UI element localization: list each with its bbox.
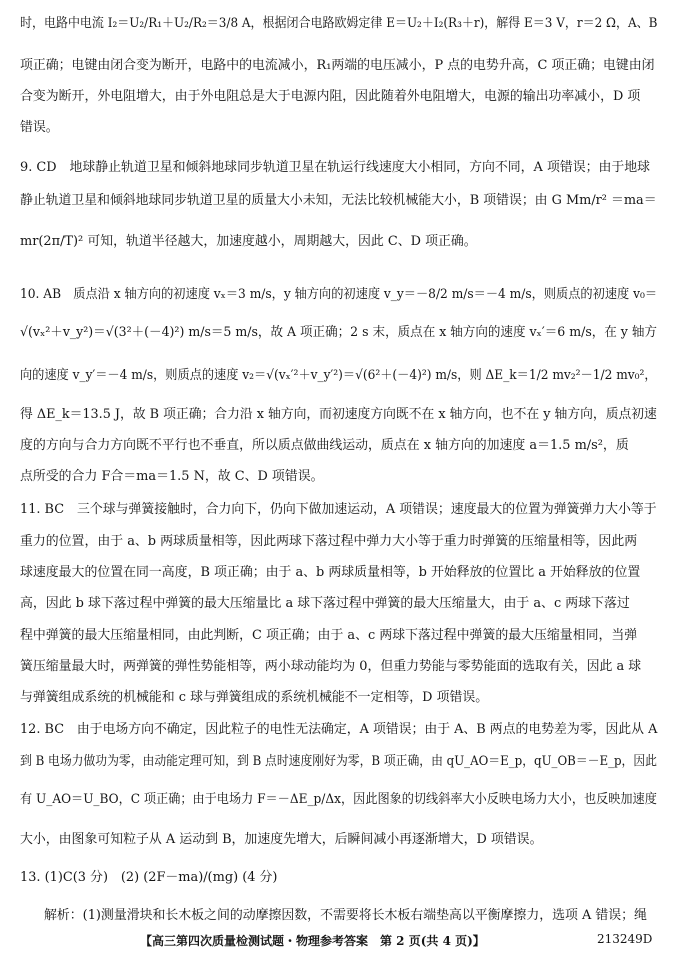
text-line: 重力的位置，由于 a、b 两球质量相等，因此两球下落过程中弹力大小等于重力时弹簧的压缩量相等，因此两 bbox=[20, 534, 638, 549]
text-line: mr(2π/T)² 可知，轨道半径越大，加速度越小，周期越大，因此 C、D 项正确。 bbox=[20, 234, 477, 249]
text-line: 有 U_AO＝U_BO，C 项正确；由于电场力 F＝－ΔE_p/Δx，因此图象的切线斜率大小反映电场力大小，也反映加速度 bbox=[20, 792, 657, 807]
text-line: 向的速度 v_y′＝－4 m/s，则质点的速度 v₂＝√(vₓ′²＋v_y′²)＝√(6²＋(－4)²) m/s，则 ΔE_k＝1/2 mv₂²－1/2 mv₀²， bbox=[20, 368, 657, 383]
text-line: 点所受的合力 F合＝ma＝1.5 N，故 C、D 项错误。 bbox=[20, 469, 324, 484]
footer-title: 【高三第四次质量检测试题・物理参考答案 第 2 页(共 4 页)】 bbox=[140, 934, 485, 948]
text-line: 项正确；电键由闭合变为断开，电路中的电流减小，R₁两端的电压减小，P 点的电势升高，C 项正确；电键由闭 bbox=[20, 58, 655, 73]
text-line: 球速度最大的位置在同一高度，B 项正确；由于 a、b 两球质量相等，b 开始释放的位置比 a 开始释放的位置 bbox=[20, 565, 641, 580]
text-line: 错误。 bbox=[20, 120, 59, 135]
text-line: 合变为断开，外电阻增大，由于外电阻总是大于电源内阻，因此随着外电阻增大，电源的输出功率减小，D 项 bbox=[20, 89, 641, 104]
text-line: 9. CD 地球静止轨道卫星和倾斜地球同步轨道卫星在轨运行线速度大小相同，方向不同，A 项错误；由于地球 bbox=[20, 160, 651, 175]
text-line: 11. BC 三个球与弹簧接触时，合力向下，仍向下做加速运动，A 项错误；速度最大的位置为弹簧弹力大小等于 bbox=[20, 502, 657, 517]
text-line: 高，因此 b 球下落过程中弹簧的最大压缩量比 a 球下落过程中弹簧的最大压缩量大，由于 a、c 两球下落过 bbox=[20, 596, 630, 611]
text-line: 解析：(1)测量滑块和长木板之间的动摩擦因数，不需要将长木板右端垫高以平衡摩擦力，选项 A 错误；绳 bbox=[44, 908, 647, 923]
text-line: √(vₓ²＋v_y²)＝√(3²＋(－4)²) m/s＝5 m/s，故 A 项正确；2 s 末，质点在 x 轴方向的速度 vₓ′＝6 m/s，在 y 轴方 bbox=[20, 325, 657, 340]
text-line: 到 B 电场力做功为零，由动能定理可知，到 B 点时速度刚好为零，B 项正确，由 qU_AO＝E_p，qU_OB＝－E_p，因此 bbox=[20, 754, 657, 769]
text-line: 10. AB 质点沿 x 轴方向的初速度 vₓ＝3 m/s，y 轴方向的初速度 v_y＝－8/2 m/s＝－4 m/s，则质点的初速度 v₀＝ bbox=[20, 287, 658, 302]
text-line: 与弹簧组成系统的机械能和 c 球与弹簧组成的系统机械能不一定相等，D 项错误。 bbox=[20, 690, 489, 705]
text-line: 程中弹簧的最大压缩量相同，由此判断，C 项正确；由于 a、c 两球下落过程中弹簧的最大压缩量相同，当弹 bbox=[20, 628, 638, 643]
text-line: 时，电路中电流 I₂＝U₂/R₁＋U₂/R₂＝3/8 A，根据闭合电路欧姆定律 E＝U₂＋I₂(R₃＋r)，解得 E＝3 V，r＝2 Ω，A、B bbox=[20, 16, 658, 31]
text-line: 度的方向与合力方向既不平行也不垂直，所以质点做曲线运动，质点在 x 轴方向的加速度 a＝1.5 m/s²，质 bbox=[20, 438, 629, 453]
text-line: 静止轨道卫星和倾斜地球同步轨道卫星的质量大小未知，无法比较机械能大小，B 项错误；由 G Mm/r² ＝ma＝ bbox=[20, 193, 657, 208]
text-line: 大小，由图象可知粒子从 A 运动到 B，加速度先增大，后瞬间减小再逐渐增大，D 项错误。 bbox=[20, 832, 543, 847]
text-line: 12. BC 由于电场方向不确定，因此粒子的电性无法确定，A 项错误；由于 A、B 两点的电势差为零，因此从 A bbox=[20, 722, 658, 737]
text-line: 簧压缩量最大时，两弹簧的弹性势能相等，两小球动能均为 0，但重力势能与零势能面的选取有关，因此 a 球 bbox=[20, 659, 642, 674]
text-line: 13. (1)C(3 分) (2) (2F－ma)/(mg) (4 分) bbox=[20, 870, 278, 885]
text-line: 得 ΔE_k＝13.5 J，故 B 项正确；合力沿 x 轴方向，而初速度方向既不在 x 轴方向，也不在 y 轴方向，质点初速 bbox=[20, 407, 657, 422]
footer-code: 213249D bbox=[597, 932, 653, 946]
